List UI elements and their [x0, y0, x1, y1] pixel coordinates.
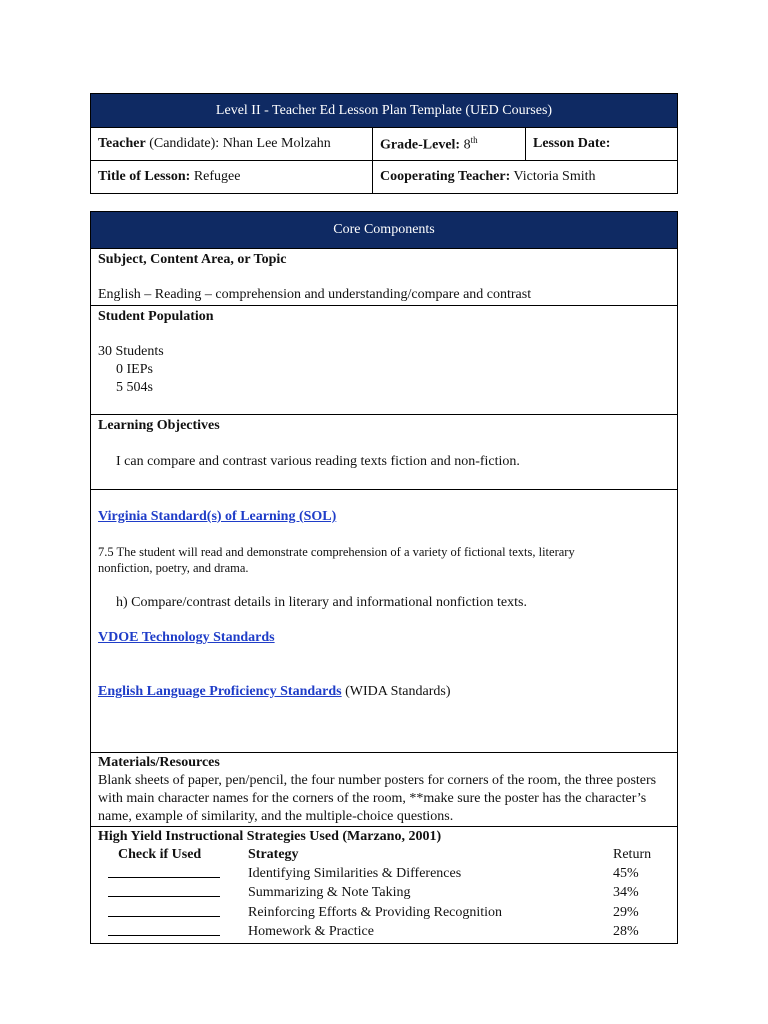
teacher-sub-label: (Candidate):: [145, 136, 223, 151]
coop-value: Victoria Smith: [513, 169, 596, 184]
objectives-section: [91, 415, 678, 490]
strategies-table: [98, 846, 670, 943]
core-components-table: [90, 211, 678, 944]
subject-value: English – Reading – comprehension and understanding/compare and contrast: [98, 287, 532, 302]
template-title: Level II - Teacher Ed Lesson Plan Template (UED Courses): [91, 94, 678, 128]
elp-suffix: (WIDA Standards): [341, 684, 451, 699]
sol-link[interactable]: Virginia Standard(s) of Learning (SOL): [98, 509, 337, 524]
strategies-label: High Yield Instructional Strategies Used (Marzano, 2001): [98, 829, 442, 844]
strategy-name: Identifying Similarities & Differences: [248, 865, 462, 881]
objectives-value: I can compare and contrast various reading texts fiction and non-fiction.: [116, 454, 520, 469]
check-line[interactable]: [108, 865, 220, 878]
header-table: [90, 93, 678, 194]
coop-cell: [373, 161, 678, 194]
materials-value: Blank sheets of paper, pen/pencil, the four number posters for corners of the room, the three posters with main character names for the corners of the room, **make sure the poster has the character’s name, example of similarity, and the multiple-choice questions.: [98, 773, 657, 824]
title-label: Title of Lesson:: [98, 169, 191, 184]
grade-cell: [373, 128, 526, 161]
population-504: 5 504s: [116, 380, 153, 395]
grade-sup: th: [470, 134, 478, 145]
teacher-name: Nhan Lee Molzahn: [222, 136, 331, 151]
check-line[interactable]: [108, 884, 220, 897]
grade-label: Grade-Level:: [380, 137, 461, 153]
title-cell: [91, 161, 373, 194]
population-section: [91, 306, 678, 415]
strategy-return: 29%: [613, 904, 639, 920]
strategy-return: 45%: [613, 865, 639, 881]
strategy-name: Summarizing & Note Taking: [248, 885, 411, 900]
title-value: Refugee: [193, 169, 241, 184]
coop-label: Cooperating Teacher:: [380, 169, 511, 184]
sol-sub: h) Compare/contrast details in literary and informational nonfiction texts.: [116, 595, 527, 610]
core-title: Core Components: [91, 212, 678, 249]
subject-section: [91, 249, 678, 306]
vdoe-link[interactable]: VDOE Technology Standards: [98, 630, 275, 645]
lesson-date-cell: [526, 128, 678, 161]
elp-link[interactable]: English Language Proficiency Standards: [98, 684, 342, 699]
teacher-cell: [91, 128, 373, 161]
strategies-section: [91, 827, 678, 944]
strategy-row: [98, 923, 670, 943]
col-strategy-header: Strategy: [248, 847, 299, 862]
strategy-row: [98, 884, 670, 904]
lesson-date-label: Lesson Date:: [533, 136, 611, 151]
grade-value: 8: [463, 137, 471, 153]
strategy-row: [98, 865, 670, 885]
materials-section: [91, 753, 678, 827]
strategy-return: 28%: [613, 924, 639, 939]
subject-label: Subject, Content Area, or Topic: [98, 252, 287, 267]
strategy-row: [98, 904, 670, 924]
population-label: Student Population: [98, 309, 214, 324]
check-line[interactable]: [108, 904, 220, 917]
col-check-header: Check if Used: [118, 847, 202, 862]
check-line[interactable]: [108, 923, 220, 936]
strategy-name: Reinforcing Efforts & Providing Recognition: [248, 904, 503, 920]
standards-section: [91, 490, 678, 753]
sol-text: 7.5 The student will read and demonstrate comprehension of a variety of fictional texts, literary nonfiction, poetry, and drama.: [98, 545, 575, 575]
col-return-header: Return: [613, 847, 652, 862]
population-ieps: 0 IEPs: [116, 362, 153, 377]
objectives-label: Learning Objectives: [98, 418, 220, 433]
strategy-return: 34%: [613, 885, 639, 900]
population-students: 30 Students: [98, 344, 164, 359]
teacher-label: Teacher: [98, 136, 146, 151]
materials-label: Materials/Resources: [98, 755, 220, 770]
strategy-name: Homework & Practice: [248, 924, 374, 939]
